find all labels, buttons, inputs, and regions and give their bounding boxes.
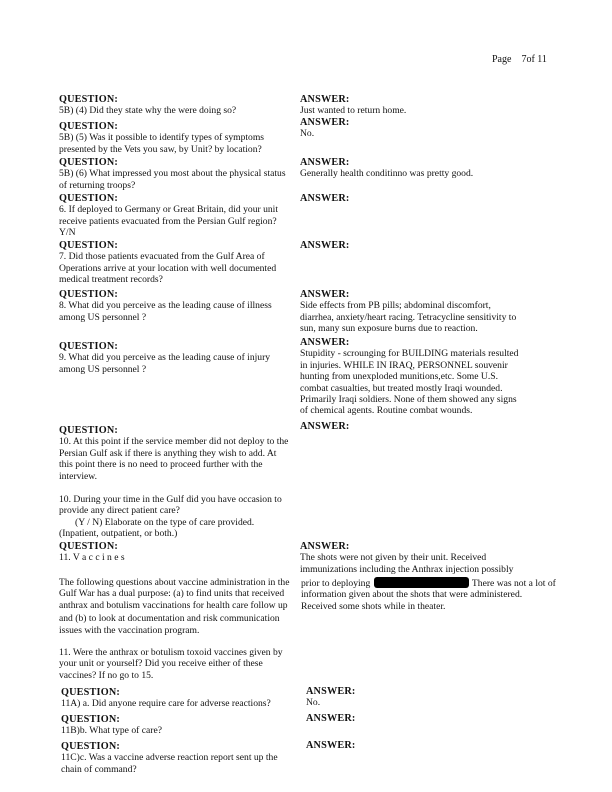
- page-number: [492, 54, 547, 65]
- question-11c: [61, 741, 307, 775]
- question-text: Persian Gulf ask if there is anything they wish to add. At: [59, 447, 277, 459]
- answer-heading: ANSWER:: [306, 713, 356, 724]
- question-heading: QUESTION:: [59, 289, 118, 300]
- question-text: 10. At this point if the service member did not deploy to the: [59, 436, 289, 448]
- vaccine-intro-paragraph: [59, 577, 311, 636]
- answer-11a: [306, 686, 568, 709]
- question-text: vaccines? If no go to 15.: [59, 669, 154, 681]
- question-heading: QUESTION:: [59, 94, 118, 105]
- question-text: 8. What did you perceive as the leading cause of illness: [59, 300, 272, 312]
- question-heading: QUESTION:: [59, 541, 118, 552]
- answer-heading: ANSWER:: [300, 337, 350, 348]
- answer-5b5: [300, 117, 562, 140]
- question-text: 5B) (6) What impressed you most about the physical status: [59, 168, 286, 180]
- answer-heading: ANSWER:: [300, 94, 350, 105]
- answer-text: No.: [300, 128, 315, 140]
- answer-text: diarrhea, anxiety/heart racing. Tetracycline sensitivity to: [300, 311, 517, 323]
- paragraph-line: The following questions about vaccine administration in the: [59, 577, 290, 588]
- question-text: among US personnel ?: [59, 363, 147, 375]
- question-heading: QUESTION:: [61, 714, 120, 725]
- question-text: Operations arrive at your location with well documented: [59, 262, 277, 274]
- answer-11-vaccines-continued: [301, 577, 571, 612]
- question-text: 11. Were the anthrax or botulism toxoid vaccines given by: [59, 647, 283, 658]
- question-text: 11B)b. What type of care?: [61, 725, 162, 737]
- question-text: of returning troops?: [59, 179, 136, 191]
- question-heading: QUESTION:: [61, 741, 120, 752]
- question-text: 11C)c. Was a vaccine adverse reaction report sent up the: [61, 752, 278, 764]
- answer-heading: ANSWER:: [300, 240, 350, 251]
- question-text: 10. During your time in the Gulf did you have occasion to: [59, 494, 282, 505]
- question-11a: [61, 687, 307, 710]
- question-heading: QUESTION:: [61, 687, 120, 698]
- question-heading: QUESTION:: [59, 425, 118, 436]
- paragraph-line: issues with the vaccination program.: [59, 624, 200, 636]
- question-text: 5B) (4) Did they state why the were doing so?: [59, 105, 237, 117]
- answer-heading: ANSWER:: [300, 289, 350, 300]
- question-11-anthrax: [59, 647, 305, 681]
- answer-text: Primarily Iraqi soldiers. None of them showed any signs: [300, 394, 517, 406]
- answer-11-vaccines: [300, 541, 562, 575]
- question-text: 9. What did you perceive as the leading cause of injury: [59, 352, 271, 364]
- question-text: 11A) a. Did anyone require care for adverse reactions?: [61, 698, 271, 710]
- question-10: [59, 425, 305, 482]
- answer-11c: [306, 740, 568, 751]
- question-text: (Y / N) Elaborate on the type of care provided.: [75, 516, 255, 528]
- paragraph-line: Gulf War has a dual purpose: (a) to find units that received: [59, 588, 285, 600]
- answer-text: hunting from unexploded munitions,etc. Some U.S.: [300, 371, 498, 383]
- answer-5b4: [300, 94, 562, 117]
- answer-text: Stupidity - scrounging for BUILDING materials resulted: [300, 348, 519, 360]
- redaction-block: [374, 577, 469, 588]
- question-text: medical treatment records?: [59, 274, 163, 286]
- answer-heading: ANSWER:: [300, 157, 350, 168]
- answer-6: [300, 193, 562, 204]
- question-text: your unit or yourself? Did you receive either of these: [59, 658, 263, 670]
- answer-text: Received some shots while in theater.: [301, 600, 446, 612]
- question-text: Y/N: [59, 227, 76, 239]
- answer-text: Just wanted to return home.: [300, 105, 407, 117]
- answer-text: combat casualties, but treated mostly Iraqi wounded.: [300, 382, 503, 394]
- question-heading: QUESTION:: [59, 121, 118, 132]
- answer-text: Generally health conditinno was pretty good.: [300, 168, 474, 180]
- answer-8: [300, 289, 562, 335]
- answer-text: There was not a lot of: [471, 578, 556, 589]
- question-10-patient-care: [59, 494, 305, 540]
- question-text: chain of command?: [61, 763, 137, 775]
- answer-5b6: [300, 157, 562, 180]
- question-text: 6. If deployed to Germany or Great Britain, did your unit: [59, 204, 279, 216]
- question-5b6: [59, 157, 305, 191]
- question-11b: [61, 714, 307, 737]
- page-label: Page: [492, 54, 512, 65]
- answer-text: sun, many sun exposure burns due to reaction.: [300, 323, 478, 335]
- question-text: 5B) (5) Was it possible to identify types of symptoms: [59, 132, 265, 144]
- answer-10: [300, 421, 562, 432]
- question-5b5: [59, 121, 305, 155]
- question-text: this point there is no need to proceed further with the: [59, 459, 263, 471]
- answer-text: prior to deploying: [301, 578, 371, 589]
- question-11-vaccines: [59, 541, 305, 564]
- answer-heading: ANSWER:: [306, 686, 356, 697]
- page-number-value: 7of 11: [521, 54, 547, 65]
- question-text: interview.: [59, 470, 98, 482]
- question-text: presented by the Vets you saw, by Unit? by location?: [59, 143, 262, 155]
- answer-text: of chemical agents. Routine combat wounds.: [300, 405, 473, 417]
- answer-heading: ANSWER:: [300, 193, 350, 204]
- question-6: [59, 193, 305, 239]
- question-text: 11. V a c c i n e s: [59, 552, 125, 564]
- answer-text: The shots were not given by their unit. Received: [300, 552, 487, 564]
- question-text: (Inpatient, outpatient, or both.): [59, 528, 178, 540]
- question-heading: QUESTION:: [59, 341, 118, 352]
- answer-text: immunizations including the Anthrax injection possibly: [300, 563, 514, 575]
- question-heading: QUESTION:: [59, 193, 118, 204]
- answer-9: [300, 337, 562, 417]
- question-5b4: [59, 94, 305, 117]
- answer-heading: ANSWER:: [300, 541, 350, 552]
- paragraph-line: and (b) to look at documentation and risk communication: [59, 613, 280, 625]
- question-9: [59, 341, 305, 375]
- question-text: among US personnel ?: [59, 311, 147, 323]
- question-text: 7. Did those patients evacuated from the Gulf Area of: [59, 251, 265, 263]
- answer-text: Side effects from PB pills; abdominal discomfort,: [300, 300, 491, 312]
- question-text: receive patients evacuated from the Persian Gulf region?: [59, 215, 277, 227]
- question-text: provide any direct patient care?: [59, 505, 180, 517]
- question-8: [59, 289, 305, 323]
- answer-heading: ANSWER:: [306, 740, 356, 751]
- paragraph-line: anthrax and botulism vaccinations for health care follow up: [59, 599, 288, 611]
- answer-text: No.: [306, 697, 321, 709]
- question-heading: QUESTION:: [59, 157, 118, 168]
- answer-7: [300, 240, 562, 251]
- question-heading: QUESTION:: [59, 240, 118, 251]
- answer-heading: ANSWER:: [300, 421, 350, 432]
- answer-text: information given about the shots that were administered.: [301, 589, 523, 601]
- answer-11b: [306, 713, 568, 724]
- question-7: [59, 240, 305, 286]
- answer-heading: ANSWER:: [300, 117, 350, 128]
- answer-text: in injuries. WHILE IN IRAQ, PERSONNEL souvenir: [300, 359, 508, 371]
